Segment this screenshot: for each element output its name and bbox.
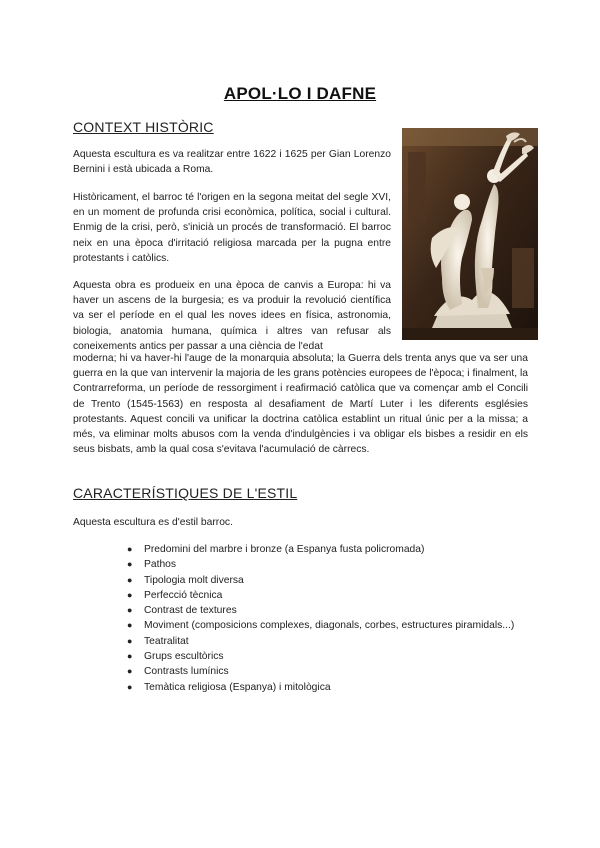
list-item: ● Temàtica religiosa (Espanya) i mitològica (127, 680, 527, 695)
bullet-icon: ● (127, 605, 133, 616)
bullet-icon: ● (127, 651, 133, 662)
section-heading-style: CARACTERÍSTIQUES DE L'ESTIL (73, 485, 298, 501)
list-item: ● Perfecció tècnica (127, 588, 527, 603)
paragraph-style-intro: Aquesta escultura es d'estil barroc. (73, 517, 233, 528)
paragraph-history: Històricament, el barroc té l'origen en la segona meitat del segle XVI, en un moment de profunda crisi econòmica, política, social i cultural. Enmig de la crisi, però, s'inicià un procés de transformació. El barroc neix en una època d'irritació religiosa marcada per la pugna entre protestants i catòlics. (73, 192, 391, 264)
section-heading-context: CONTEXT HISTÒRIC (73, 119, 214, 135)
paragraph-intro: Aquesta escultura es va realitzar entre 1622 i 1625 per Gian Lorenzo Bernini i està ubicada a Roma. (73, 149, 391, 176)
page-title: APOL·LO I DAFNE (223, 84, 377, 103)
list-item: ● Pathos (127, 557, 527, 572)
list-item: ● Contrasts lumínics (127, 664, 527, 679)
bullet-icon: ● (127, 544, 133, 554)
list-item: ● Tipologia molt diversa (127, 573, 527, 588)
bullet-icon: ● (127, 589, 133, 600)
paragraph-changes-start: Aquesta obra es produeix en una època de canvis a Europa: hi va haver un ascens de la burgesia; es va produir la revolució científica va ser el període en el qual les noves idees en física, astronomia, biologia, anatomia humana, química i altres van refusar als coneixements antics per passar a una ciència de l'edat (73, 280, 391, 352)
list-item: ● Moviment (composicions complexes, diagonals, corbes, estructures piramidals...) (127, 618, 527, 633)
style-characteristics-list (127, 542, 527, 695)
apollo-daphne-photo (402, 128, 538, 340)
bullet-icon: ● (127, 559, 133, 570)
bullet-icon: ● (127, 620, 133, 631)
bullet-icon: ● (127, 574, 133, 585)
list-item: ● Teatralitat (127, 634, 527, 649)
bullet-icon: ● (127, 635, 133, 646)
bullet-icon: ● (127, 681, 133, 692)
list-item: ● Predomini del marbre i bronze (a Espanya fusta policromada) (127, 542, 527, 557)
pedestal (432, 314, 512, 328)
bullet-icon: ● (127, 666, 133, 677)
paragraph-changes-continued: moderna; hi va haver-hi l'auge de la monarquia absoluta; la Guerra dels trenta anys que va ser una guerra en la que van intervenir la majoria de les grans potències europees de l'època; i finalment, la Contrarreforma, un període de ressorgiment i reafirmació catòlica que va començar amb el Concili de Trento (1545-1563) en resposta al desafiament de Martí Luter i les diferents esglésies protestants. Aquest concili va unificar la doctrina catòlica establint un ritual únic per a la missa; a més, va eliminar molts abusos com la venda d'indulgències i va obligar els bisbes a residir en els seus bisbats, amb la qual cosa s'evitava l'acumulació de càrrecs. (73, 353, 528, 456)
list-item: ● Contrast de textures (127, 603, 527, 618)
list-item: ● Grups escultòrics (127, 649, 527, 664)
